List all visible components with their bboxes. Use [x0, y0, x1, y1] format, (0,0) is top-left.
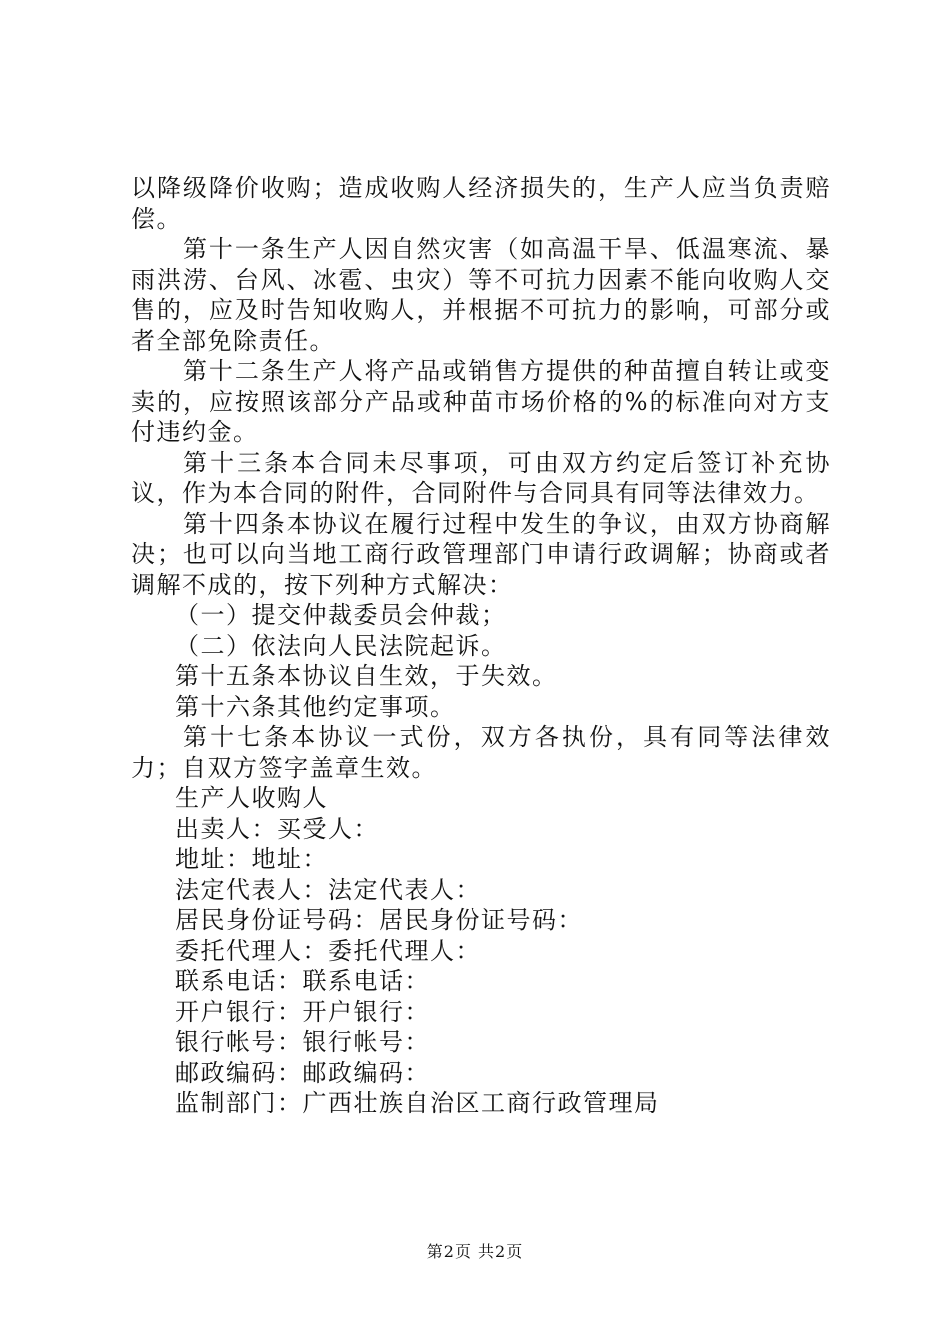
signature-bank: 开户银行：开户银行： — [175, 997, 430, 1026]
paragraph-compensation-end: 以降级降价收购；造成收购人经济损失的，生产人应当负责赔偿。 — [131, 174, 831, 233]
signature-address: 地址：地址： — [175, 845, 328, 873]
paragraph-article-11: 第十一条生产人因自然灾害（如高温干旱、低温寒流、暴雨洪涝、台风、冰雹、虫灾）等不可抗力因素不能向收购人交售的，应及时告知收购人，并根据不可抗力的影响，可部分或者全部免除责任。 — [131, 235, 831, 355]
paragraph-article-14-option-1: （一）提交仲裁委员会仲裁； — [175, 601, 507, 629]
signature-id-number: 居民身份证号码：居民身份证号码： — [175, 906, 583, 934]
document-body — [131, 173, 831, 1119]
signature-postal-code: 邮政编码：邮政编码： — [175, 1058, 430, 1087]
paragraph-article-13: 第十三条本合同未尽事项，可由双方约定后签订补充协议，作为本合同的附件，合同附件与合同具有同等法律效力。 — [131, 448, 831, 507]
paragraph-article-14: 第十四条本协议在履行过程中发生的争议，由双方协商解决；也可以向当地工商行政管理部门申请行政调解；协商或者调解不成的，按下列种方式解决： — [131, 509, 831, 599]
signature-seller-buyer: 出卖人：买受人： — [175, 814, 379, 843]
page-number-footer: 第2页 共2页 — [426, 1242, 524, 1261]
signature-bank-account: 银行帐号：银行帐号： — [175, 1028, 430, 1056]
paragraph-article-14-option-2: （二）依法向人民法院起诉。 — [175, 631, 507, 660]
paragraph-article-15: 第十五条本协议自生效，于失效。 — [175, 662, 558, 690]
signature-agent: 委托代理人：委托代理人： — [175, 936, 481, 965]
paragraph-article-17: 第十七条本协议一式份，双方各执份，具有同等法律效力；自双方签字盖章生效。 — [131, 723, 831, 782]
signature-parties-heading: 生产人收购人 — [175, 784, 328, 812]
signature-supervising-department: 监制部门：广西壮族自治区工商行政管理局 — [175, 1089, 660, 1117]
paragraph-article-16: 第十六条其他约定事项。 — [175, 692, 456, 721]
paragraph-article-12: 第十二条生产人将产品或销售方提供的种苗擅自转让或变卖的，应按照该部分产品或种苗市场价格的%的标准向对方支付违约金。 — [131, 357, 831, 446]
signature-legal-representative: 法定代表人：法定代表人： — [175, 875, 481, 904]
signature-phone: 联系电话：联系电话： — [175, 967, 430, 995]
